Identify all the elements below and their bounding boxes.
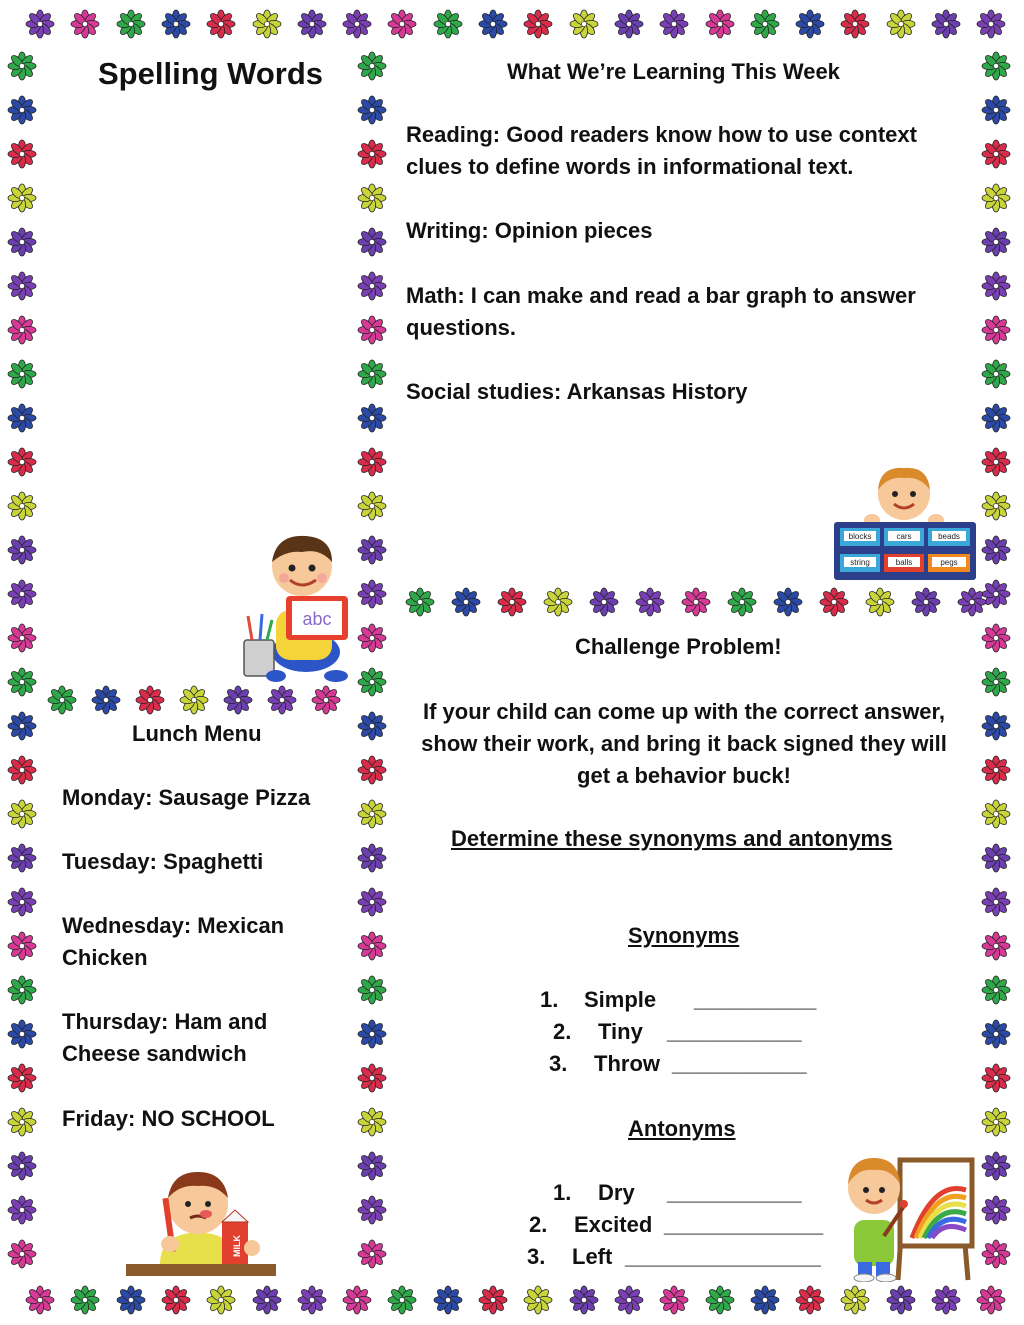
antonym-item-word: Dry bbox=[598, 1180, 635, 1205]
star-decoration-icon bbox=[614, 1285, 644, 1315]
boy-bins-clipart bbox=[832, 464, 978, 582]
challenge-title: Challenge Problem! bbox=[575, 634, 782, 659]
star-decoration-icon bbox=[357, 51, 387, 81]
synonym-item-word: Simple bbox=[584, 987, 657, 1012]
star-decoration-icon bbox=[7, 623, 37, 653]
star-decoration-icon bbox=[840, 9, 870, 39]
star-decoration-icon bbox=[478, 1285, 508, 1315]
star-decoration-icon bbox=[543, 587, 573, 617]
star-decoration-icon bbox=[981, 711, 1011, 741]
star-decoration-icon bbox=[569, 9, 599, 39]
star-decoration-icon bbox=[267, 685, 297, 715]
lunch-title: Lunch Menu bbox=[132, 721, 262, 746]
star-decoration-icon bbox=[981, 271, 1011, 301]
star-decoration-icon bbox=[357, 1151, 387, 1181]
star-decoration-icon bbox=[981, 359, 1011, 389]
synonym-item-word: Throw bbox=[594, 1051, 660, 1076]
spelling-title: Spelling Words bbox=[98, 56, 324, 91]
star-decoration-icon bbox=[223, 685, 253, 715]
star-decoration-icon bbox=[681, 587, 711, 617]
star-decoration-icon bbox=[357, 1019, 387, 1049]
antonym-item-blank: ___________ bbox=[667, 1180, 802, 1205]
star-decoration-icon bbox=[614, 9, 644, 39]
star-decoration-icon bbox=[357, 1195, 387, 1225]
star-decoration-icon bbox=[7, 183, 37, 213]
star-decoration-icon bbox=[311, 685, 341, 715]
star-decoration-icon bbox=[7, 755, 37, 785]
learning-writing: Writing: Opinion pieces bbox=[406, 218, 653, 243]
star-decoration-icon bbox=[7, 315, 37, 345]
star-decoration-icon bbox=[387, 9, 417, 39]
star-decoration-icon bbox=[135, 685, 165, 715]
star-decoration-icon bbox=[7, 1019, 37, 1049]
star-decoration-icon bbox=[357, 667, 387, 697]
star-decoration-icon bbox=[981, 755, 1011, 785]
synonym-item-number: 2. bbox=[553, 1019, 572, 1044]
synonym-item-number: 3. bbox=[549, 1051, 568, 1076]
star-decoration-icon bbox=[357, 1107, 387, 1137]
star-decoration-icon bbox=[7, 711, 37, 741]
star-decoration-icon bbox=[981, 447, 1011, 477]
learning-math-line-2: questions. bbox=[406, 315, 517, 340]
bin-label-beads: beads bbox=[938, 532, 960, 541]
challenge-intro-line-1: If your child can come up with the correct answer, bbox=[422, 699, 946, 724]
antonym-item-number: 2. bbox=[529, 1212, 548, 1237]
star-decoration-icon bbox=[886, 1285, 916, 1315]
star-decoration-icon bbox=[342, 9, 372, 39]
star-decoration-icon bbox=[357, 359, 387, 389]
star-decoration-icon bbox=[7, 227, 37, 257]
star-decoration-icon bbox=[357, 1239, 387, 1269]
star-decoration-icon bbox=[705, 9, 735, 39]
star-decoration-icon bbox=[451, 587, 481, 617]
star-decoration-icon bbox=[357, 227, 387, 257]
star-decoration-icon bbox=[179, 685, 209, 715]
star-decoration-icon bbox=[7, 403, 37, 433]
star-decoration-icon bbox=[357, 447, 387, 477]
antonym-item-word: Left bbox=[572, 1244, 613, 1269]
star-decoration-icon bbox=[981, 1195, 1011, 1225]
star-decoration-icon bbox=[297, 9, 327, 39]
star-decoration-icon bbox=[357, 975, 387, 1005]
lunch-monday: Monday: Sausage Pizza bbox=[62, 785, 311, 810]
star-decoration-icon bbox=[357, 95, 387, 125]
learning-reading-line-1: Reading: Good readers know how to use context bbox=[406, 122, 917, 147]
bin-label-blocks: blocks bbox=[848, 532, 872, 541]
star-decoration-icon bbox=[931, 9, 961, 39]
star-decoration-icon bbox=[981, 95, 1011, 125]
star-decoration-icon bbox=[7, 1239, 37, 1269]
star-decoration-icon bbox=[7, 975, 37, 1005]
star-decoration-icon bbox=[773, 587, 803, 617]
antonym-item-blank: _____________ bbox=[664, 1212, 824, 1237]
star-decoration-icon bbox=[7, 667, 37, 697]
star-decoration-icon bbox=[981, 1107, 1011, 1137]
star-decoration-icon bbox=[750, 1285, 780, 1315]
star-decoration-icon bbox=[357, 755, 387, 785]
star-decoration-icon bbox=[981, 535, 1011, 565]
lunch-tuesday: Tuesday: Spaghetti bbox=[62, 849, 264, 874]
boy-painter-clipart bbox=[840, 1150, 978, 1282]
star-decoration-icon bbox=[981, 403, 1011, 433]
lunch-thursday-line-1: Thursday: Ham and bbox=[62, 1009, 268, 1034]
star-decoration-icon bbox=[981, 799, 1011, 829]
boy-abc-clipart bbox=[236, 532, 358, 684]
abc-board-text: abc bbox=[302, 609, 332, 629]
learning-reading-line-2: clues to define words in informational text. bbox=[406, 154, 854, 179]
star-decoration-icon bbox=[7, 51, 37, 81]
star-decoration-icon bbox=[727, 587, 757, 617]
star-decoration-icon bbox=[70, 9, 100, 39]
star-decoration-icon bbox=[116, 1285, 146, 1315]
star-decoration-icon bbox=[523, 9, 553, 39]
star-decoration-icon bbox=[497, 587, 527, 617]
milk-label: MILK bbox=[232, 1235, 242, 1257]
star-decoration-icon bbox=[357, 711, 387, 741]
star-decoration-icon bbox=[7, 931, 37, 961]
synonym-item-blank: ___________ bbox=[672, 1051, 807, 1076]
star-decoration-icon bbox=[70, 1285, 100, 1315]
star-decoration-icon bbox=[635, 587, 665, 617]
star-decoration-icon bbox=[819, 587, 849, 617]
star-decoration-icon bbox=[357, 403, 387, 433]
star-decoration-icon bbox=[886, 9, 916, 39]
star-decoration-icon bbox=[357, 183, 387, 213]
star-decoration-icon bbox=[357, 579, 387, 609]
lunch-thursday-line-2: Cheese sandwich bbox=[62, 1041, 247, 1066]
star-decoration-icon bbox=[47, 685, 77, 715]
star-decoration-icon bbox=[7, 95, 37, 125]
star-decoration-icon bbox=[569, 1285, 599, 1315]
star-decoration-icon bbox=[206, 1285, 236, 1315]
star-decoration-icon bbox=[357, 1063, 387, 1093]
star-decoration-icon bbox=[911, 587, 941, 617]
star-decoration-icon bbox=[7, 887, 37, 917]
star-decoration-icon bbox=[705, 1285, 735, 1315]
antonym-item-blank: ________________ bbox=[625, 1244, 821, 1269]
star-decoration-icon bbox=[357, 623, 387, 653]
star-decoration-icon bbox=[357, 535, 387, 565]
star-decoration-icon bbox=[7, 359, 37, 389]
star-decoration-icon bbox=[981, 1151, 1011, 1181]
challenge-intro-line-2: show their work, and bring it back signed they will bbox=[421, 731, 947, 756]
star-decoration-icon bbox=[981, 227, 1011, 257]
star-decoration-icon bbox=[7, 799, 37, 829]
synonym-item-blank: ___________ bbox=[667, 1019, 802, 1044]
star-decoration-icon bbox=[981, 139, 1011, 169]
star-decoration-icon bbox=[342, 1285, 372, 1315]
bin-label-string: string bbox=[850, 558, 870, 567]
star-decoration-icon bbox=[750, 9, 780, 39]
star-decoration-icon bbox=[7, 271, 37, 301]
star-decoration-icon bbox=[659, 1285, 689, 1315]
star-decoration-icon bbox=[161, 9, 191, 39]
star-decoration-icon bbox=[7, 535, 37, 565]
star-decoration-icon bbox=[981, 843, 1011, 873]
star-decoration-icon bbox=[981, 667, 1011, 697]
bin-label-cars: cars bbox=[896, 532, 912, 541]
star-decoration-icon bbox=[357, 843, 387, 873]
antonyms-heading: Antonyms bbox=[628, 1116, 736, 1141]
star-decoration-icon bbox=[981, 931, 1011, 961]
star-decoration-icon bbox=[981, 1019, 1011, 1049]
bin-label-pegs: pegs bbox=[940, 558, 958, 567]
antonym-item-word: Excited bbox=[574, 1212, 653, 1237]
challenge-intro-line-3: get a behavior buck! bbox=[577, 763, 791, 788]
lunch-wednesday-line-2: Chicken bbox=[62, 945, 148, 970]
star-decoration-icon bbox=[297, 1285, 327, 1315]
learning-math-line-1: Math: I can make and read a bar graph to answer bbox=[406, 283, 916, 308]
star-decoration-icon bbox=[116, 9, 146, 39]
star-decoration-icon bbox=[976, 9, 1006, 39]
star-decoration-icon bbox=[795, 9, 825, 39]
synonym-item-blank: __________ bbox=[694, 987, 817, 1012]
star-decoration-icon bbox=[7, 1107, 37, 1137]
star-decoration-icon bbox=[357, 139, 387, 169]
star-decoration-icon bbox=[7, 1063, 37, 1093]
star-decoration-icon bbox=[7, 447, 37, 477]
kid-milk-clipart bbox=[126, 1164, 276, 1276]
star-decoration-icon bbox=[981, 183, 1011, 213]
learning-social-studies: Social studies: Arkansas History bbox=[406, 379, 748, 404]
star-decoration-icon bbox=[523, 1285, 553, 1315]
synonyms-heading: Synonyms bbox=[628, 923, 740, 948]
star-decoration-icon bbox=[252, 9, 282, 39]
learning-title: What We’re Learning This Week bbox=[507, 59, 840, 84]
star-decoration-icon bbox=[981, 51, 1011, 81]
star-decoration-icon bbox=[357, 315, 387, 345]
star-decoration-icon bbox=[981, 623, 1011, 653]
star-decoration-icon bbox=[25, 1285, 55, 1315]
star-decoration-icon bbox=[981, 975, 1011, 1005]
star-decoration-icon bbox=[981, 491, 1011, 521]
bin-label-balls: balls bbox=[895, 558, 913, 567]
star-decoration-icon bbox=[865, 587, 895, 617]
star-decoration-icon bbox=[7, 1151, 37, 1181]
star-decoration-icon bbox=[7, 491, 37, 521]
star-decoration-icon bbox=[7, 1195, 37, 1225]
star-decoration-icon bbox=[252, 1285, 282, 1315]
star-decoration-icon bbox=[357, 887, 387, 917]
star-decoration-icon bbox=[387, 1285, 417, 1315]
star-decoration-icon bbox=[91, 685, 121, 715]
challenge-instruction: Determine these synonyms and antonyms bbox=[451, 826, 893, 851]
star-decoration-icon bbox=[840, 1285, 870, 1315]
star-decoration-icon bbox=[357, 491, 387, 521]
lunch-friday: Friday: NO SCHOOL bbox=[62, 1106, 275, 1131]
synonym-item-number: 1. bbox=[540, 987, 559, 1012]
synonym-item-word: Tiny bbox=[598, 1019, 643, 1044]
star-decoration-icon bbox=[589, 587, 619, 617]
star-decoration-icon bbox=[405, 587, 435, 617]
star-decoration-icon bbox=[931, 1285, 961, 1315]
star-decoration-icon bbox=[478, 9, 508, 39]
star-decoration-icon bbox=[357, 799, 387, 829]
star-decoration-icon bbox=[433, 1285, 463, 1315]
star-decoration-icon bbox=[795, 1285, 825, 1315]
star-decoration-icon bbox=[659, 9, 689, 39]
star-decoration-icon bbox=[206, 9, 236, 39]
star-decoration-icon bbox=[981, 1239, 1011, 1269]
star-decoration-icon bbox=[976, 1285, 1006, 1315]
star-decoration-icon bbox=[7, 139, 37, 169]
star-decoration-icon bbox=[25, 9, 55, 39]
star-decoration-icon bbox=[7, 843, 37, 873]
star-decoration-icon bbox=[161, 1285, 191, 1315]
antonym-item-number: 1. bbox=[553, 1180, 572, 1205]
star-decoration-icon bbox=[981, 315, 1011, 345]
star-decoration-icon bbox=[957, 587, 987, 617]
star-decoration-icon bbox=[433, 9, 463, 39]
star-decoration-icon bbox=[7, 579, 37, 609]
star-decoration-icon bbox=[357, 931, 387, 961]
star-decoration-icon bbox=[981, 887, 1011, 917]
star-decoration-icon bbox=[981, 1063, 1011, 1093]
star-decoration-icon bbox=[357, 271, 387, 301]
lunch-wednesday-line-1: Wednesday: Mexican bbox=[62, 913, 285, 938]
antonym-item-number: 3. bbox=[527, 1244, 546, 1269]
